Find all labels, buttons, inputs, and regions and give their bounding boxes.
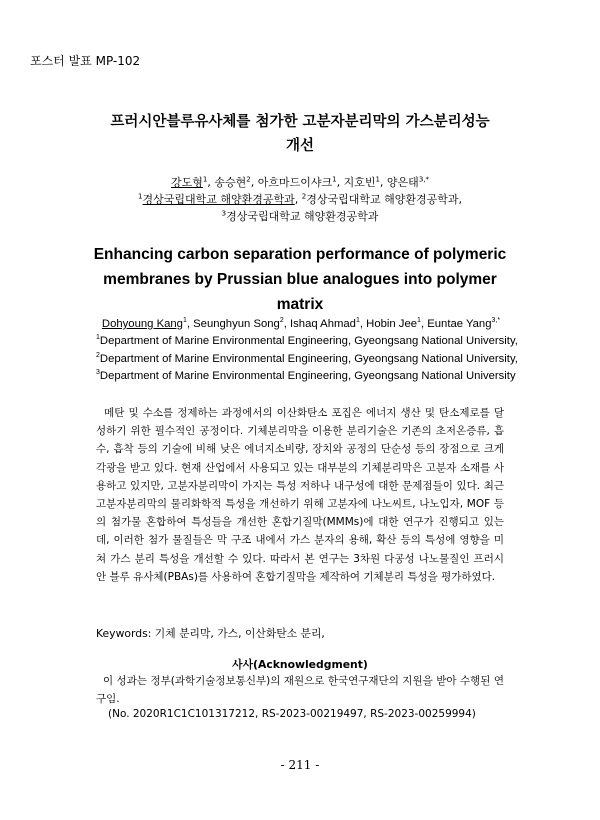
- author-affiliation-mark: 3,*: [491, 317, 501, 325]
- english-title-line: membranes by Prussian blue analogues into polymer: [103, 271, 497, 288]
- author-separator: ,: [420, 318, 428, 330]
- affiliation-mark: 3: [96, 369, 100, 377]
- affiliation-text: Department of Marine Environmental Engineering, Gyeongsang National University: [99, 370, 516, 382]
- author-separator: ,: [336, 176, 344, 189]
- affiliation-mark: 2: [301, 192, 307, 201]
- affiliation-mark: 2: [96, 351, 100, 359]
- author-name: 강도형: [170, 176, 203, 189]
- author-separator: ,: [186, 318, 194, 330]
- author-affiliation-mark: 1: [375, 175, 380, 184]
- author-separator: ,: [207, 176, 215, 189]
- author-name: Dohyoung Kang: [101, 318, 183, 330]
- korean-author-block: [70, 174, 530, 225]
- author-name: 지호빈: [343, 176, 376, 189]
- korean-affiliations: $^1$경상국립대학교 해양환경공학과, $^2$경상국립대학교 해양환경공학과,: [138, 192, 462, 206]
- acknowledgment-text: 이 성과는 정부(과학기술정보통신부)의 재원으로 한국연구재단의 지원을 받아 수행된 연구임.: [96, 675, 504, 705]
- korean-affiliations: [70, 208, 530, 225]
- english-affiliations: [96, 333, 518, 386]
- english-title: [70, 242, 530, 317]
- affiliation-text: Department of Marine Environmental Engineering, Gyeongsang National University,: [99, 352, 518, 365]
- author-name: Hobin Jee: [366, 318, 418, 330]
- keywords-line: Keywords: 기체 분리막, 가스, 이산화탄소 분리,: [96, 627, 325, 640]
- english-title-line: matrix: [276, 296, 324, 313]
- author-name: 아흐마드이샤크: [257, 176, 333, 189]
- affiliation-text: 경상국립대학교 해양환경공학과: [226, 210, 379, 223]
- author-separator: ,: [359, 318, 367, 330]
- abstract-paragraph: 메탄 및 수소를 정제하는 과정에서의 이산화탄소 포집은 에너지 생산 및 탄소제로를 달성하기 위한 필수적인 공정이다. 기체분리막을 이용한 분리기술은 기존의 초저온증류, 흡수, 흡착 등의 기술에 비해 낮은 에너지소비량, 장치와 공정의 단순성 등의 장점으로 크게 각광을 받고 있다. 현재 산업에서 사용되고 있는 대부분의 기체분리막은 고분자 소재를 사용하고 있지만, 고분자분리막이 가지는 특성 저하나 내구성에 대한 문제점들이 있다. 최근 고분자분리막의 물리화학적 특성을 개선하기 위해 고분자에 나노씨트, 나노입자, MOF 등의 첨가물 혼합하여 특성들을 개선한 혼합기질막(MMMs)에 대한 연구가 진행되고 있는데, 이러한 첨가 물질들은 막 구조 내에서 가스 분자의 용해, 확산 등의 특성에 영향을 미쳐 가스 분리 특성을 개선할 수 있다. 따라서 본 연구는 3차원 다공성 나노물질인 프러시안 블루 유사체(PBAs)를 사용하여 혼합기질막을 제작하여 기체분리 특성을 평가하였다.: [96, 407, 508, 583]
- korean-title-line: 개선: [285, 138, 314, 154]
- affiliation-text: 경상국립대학교 해양환경공학과: [142, 193, 295, 206]
- author-affiliation-mark: 1: [182, 317, 187, 325]
- affiliation-line: [96, 351, 518, 369]
- author-name: 양은태: [386, 176, 419, 189]
- author-affiliation-mark: 1: [355, 317, 360, 325]
- author-affiliation-mark: 1: [332, 175, 337, 184]
- affiliation-text: 경상국립대학교 해양환경공학과,: [306, 193, 462, 206]
- author-separator: ,: [283, 318, 291, 330]
- korean-author-list: [70, 174, 530, 191]
- author-affiliation-mark: 2: [279, 317, 284, 325]
- author-affiliation-mark: 3,*: [418, 175, 429, 184]
- author-name: Euntae Yang: [427, 318, 492, 330]
- author-name: Ishaq Ahmad: [290, 318, 356, 330]
- author-affiliation-mark: 1: [202, 175, 208, 184]
- author-name: 송승현: [214, 176, 247, 189]
- poster-session-label: 포스터 발표 MP-102: [30, 54, 141, 68]
- english-author-list: [96, 316, 506, 333]
- grant-numbers: (No. 2020R1C1C101317212, RS-2023-00219497, RS-2023-00259994): [108, 708, 476, 720]
- page-number: - 211 -: [280, 758, 320, 772]
- acknowledgment-heading: 사사(Acknowledgment): [232, 658, 368, 671]
- affiliation-line: [96, 368, 516, 386]
- author-separator: ,: [379, 176, 387, 189]
- korean-title-line: 프러시안블루유사체를 첨가한 고분자분리막의 가스분리성능: [110, 114, 490, 130]
- english-title-line: Enhancing carbon separation performance of polymeric: [93, 246, 507, 263]
- affiliation-text: Department of Marine Environmental Engineering, Gyeongsang National University,: [99, 335, 518, 347]
- author-separator: ,: [250, 176, 258, 189]
- affiliation-mark: 3: [221, 209, 227, 218]
- author-affiliation-mark: 1: [417, 317, 421, 325]
- affiliation-line: [96, 333, 518, 351]
- affiliation-mark: 1: [96, 334, 100, 342]
- author-name: Seunghyun Song: [193, 318, 280, 330]
- affiliation-mark: 1: [138, 192, 143, 201]
- author-affiliation-mark: 2: [246, 175, 251, 184]
- korean-title: [70, 110, 530, 158]
